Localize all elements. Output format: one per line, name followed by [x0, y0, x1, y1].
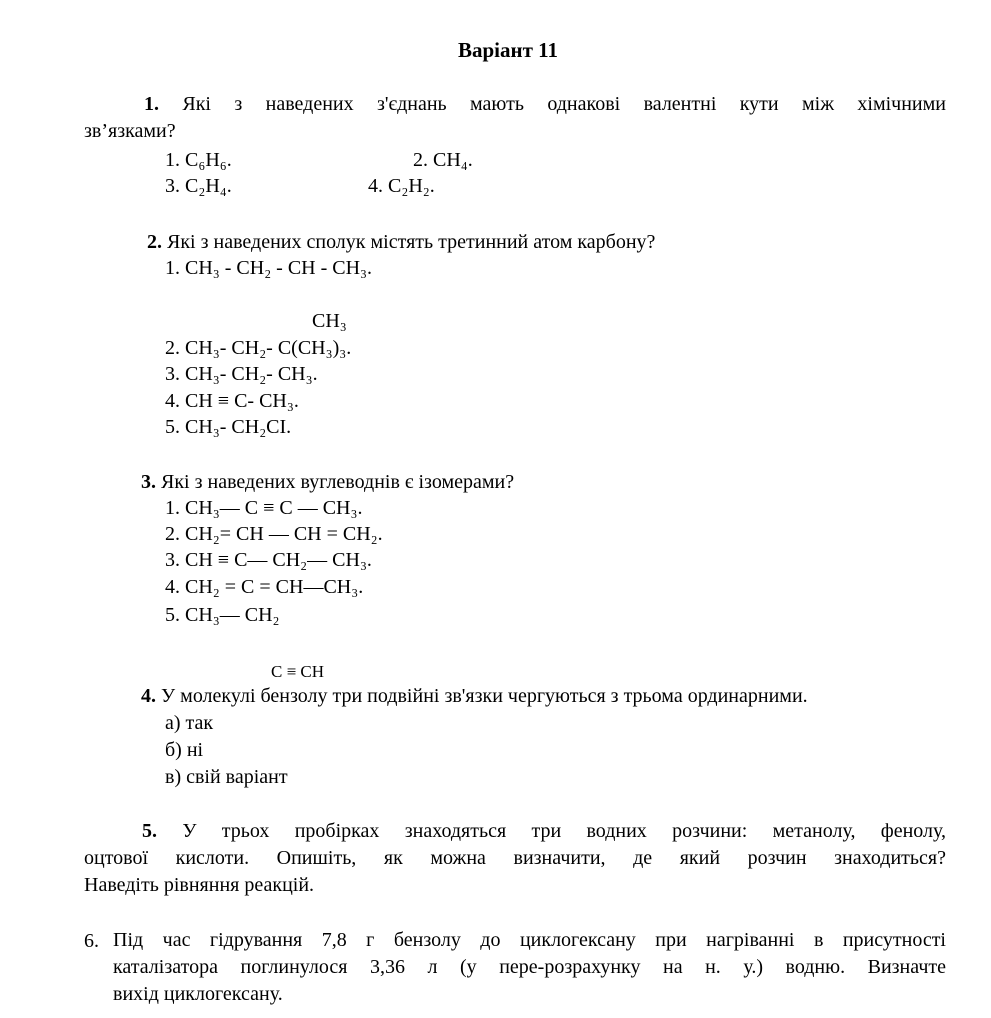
q4-option-b: б) ні	[165, 739, 204, 761]
question-5-text-line3: Наведіть рівняння реакцій.	[84, 874, 315, 896]
q1-option-2: 2. CH₄.	[413, 149, 473, 171]
q3-option-2: 2. CH₂= CH — CH = CH₂.	[165, 523, 383, 545]
q4-option-c: в) свій варіант	[165, 766, 288, 788]
question-3-text: Які з наведених вуглеводнів є ізомерами?	[161, 471, 515, 493]
q2-option-2: 2. CH₃- CH₂- C(CH₃)₃.	[165, 337, 352, 359]
question-6-text-line3: вихід циклогексану.	[113, 983, 283, 1005]
q3-option-5-branch: C ≡ CH	[271, 662, 325, 681]
question-6-text-line1: Під час гідрування 7,8 г бензолу до циклогексану при нагріванні в присутності	[113, 929, 946, 951]
question-5	[84, 818, 946, 899]
page-title: Варіант 11	[458, 38, 559, 62]
question-6-number: 6.	[84, 930, 99, 952]
question-5-text-line2: оцтової кислоти. Опишіть, як можна визначити, де який розчин знаходиться?	[84, 847, 946, 869]
question-1-text-line2: зв’язками?	[84, 120, 176, 142]
question-1-text-line1: Які з наведених з'єднань мають однакові валентні кути між хімічними	[182, 93, 946, 115]
question-2-text: Які з наведених сполук містять третинний атом карбону?	[167, 231, 656, 253]
question-2-number: 2.	[147, 231, 162, 253]
question-4-number: 4.	[141, 685, 156, 707]
q2-option-4: 4. CH ≡ C- CH₃.	[165, 390, 299, 412]
q3-option-3: 3. CH ≡ C— CH₂— CH₃.	[165, 549, 372, 571]
q3-option-4: 4. CH₂ = C = CH—CH₃.	[165, 576, 364, 598]
q1-option-1: 1. C₆H₆.	[165, 149, 232, 171]
question-3	[141, 470, 514, 494]
question-2	[147, 230, 655, 254]
question-3-number: 3.	[141, 471, 156, 493]
q3-option-1: 1. CH₃— C ≡ C — CH₃.	[165, 497, 363, 519]
question-4	[141, 684, 808, 708]
q3-option-5: 5. CH₃— CH₂	[165, 604, 280, 626]
q4-option-a: а) так	[165, 712, 214, 734]
q1-option-3: 3. C₂H₄.	[165, 175, 232, 197]
q2-option-1: 1. CH₃ - CH₂ - CH - CH₃.	[165, 257, 373, 279]
q2-option-3: 3. CH₃- CH₂- CH₃.	[165, 363, 318, 385]
question-6-text-line2: каталізатора поглинулося 3,36 л (у пере-розрахунку на н. у.) водню. Визначте	[113, 956, 946, 978]
question-4-text: У молекулі бензолу три подвійні зв'язки чергуються з трьома ординарними.	[161, 685, 808, 707]
q1-option-4: 4. C₂H₂.	[368, 175, 435, 197]
question-5-text-line1: У трьох пробірках знаходяться три водних розчини: метанолу, фенолу,	[182, 820, 946, 842]
question-1	[84, 91, 946, 145]
question-1-number: 1.	[144, 93, 159, 115]
q2-option-1-branch: CH₃	[312, 310, 347, 332]
question-5-number: 5.	[142, 820, 157, 842]
question-6	[113, 927, 946, 1008]
q2-option-5: 5. CH₃- CH₂CI.	[165, 416, 292, 438]
